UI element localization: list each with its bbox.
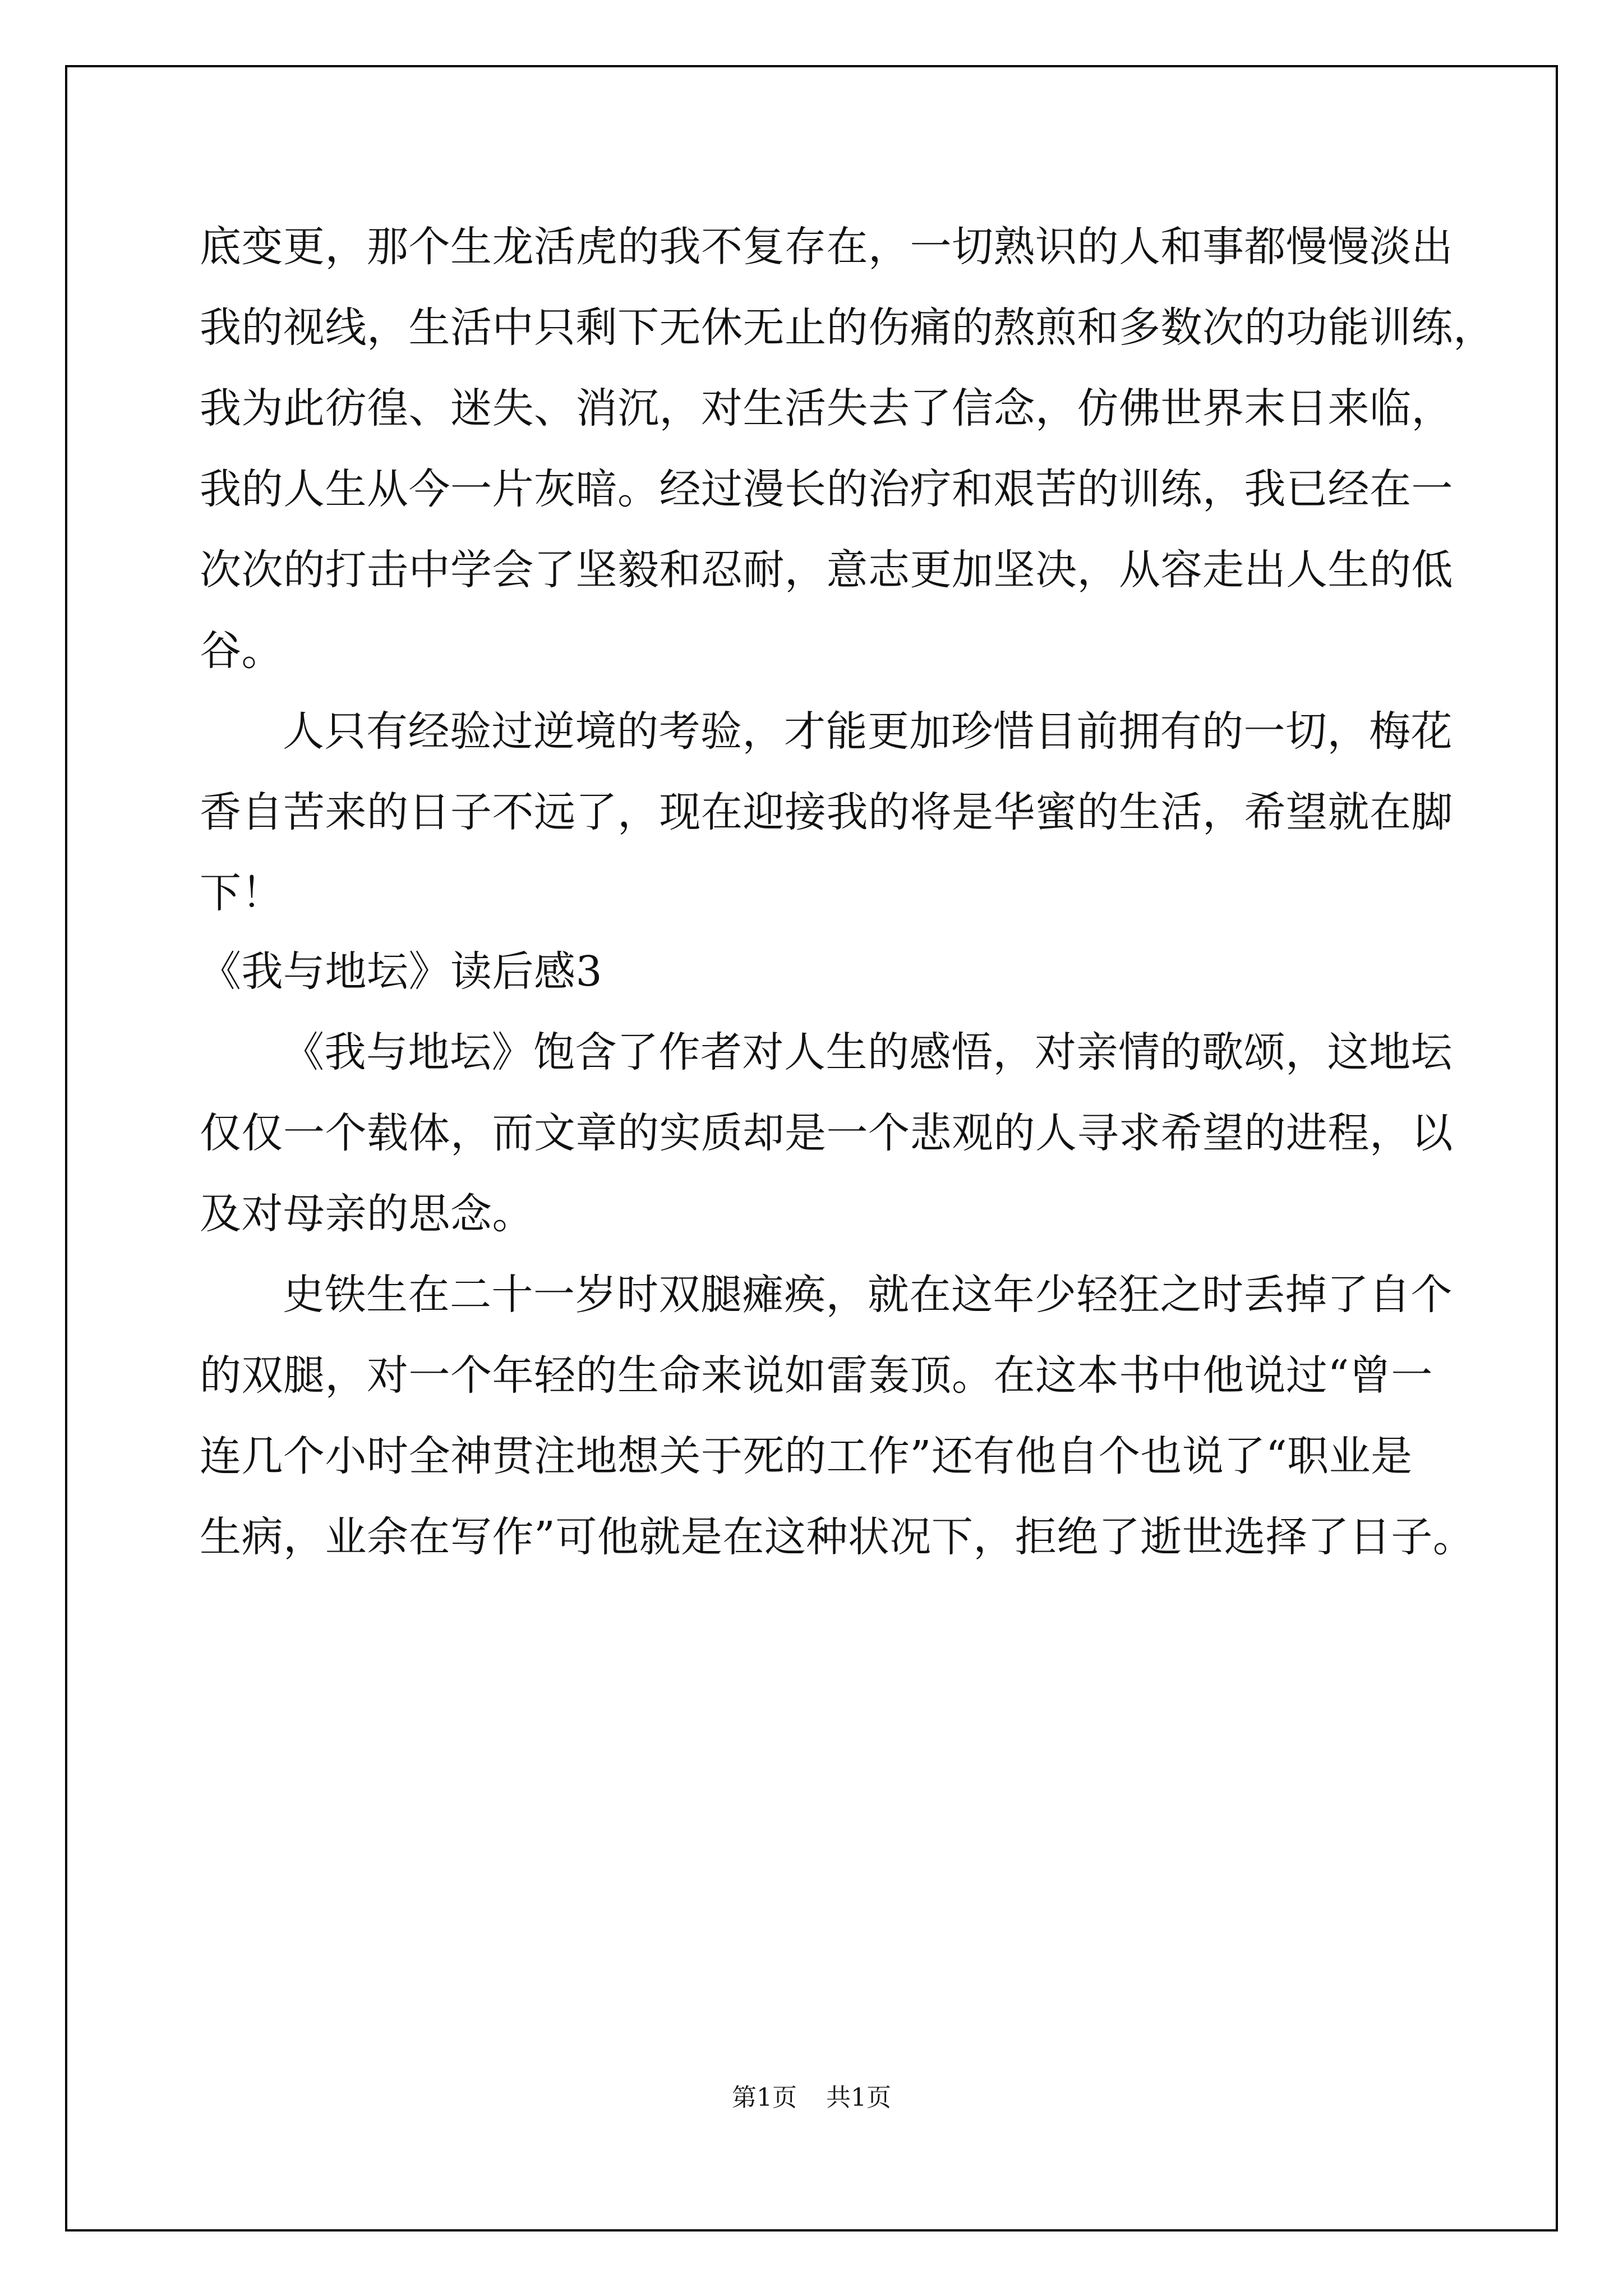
page-footer [0,2082,1623,2114]
body-text-line: 连几个小时全神贯注地想关于死的工作”还有他自个也说了“职业是 [200,1432,1413,1480]
section-heading: 《我与地坛》读后感3 [200,947,603,996]
body-text-line: 史铁生在二十一岁时双腿瘫痪，就在这年少轻狂之时丢掉了自个 [283,1271,1453,1319]
body-text-line: 生病，业余在写作”可他就是在这种状况下，拒绝了逝世选择了日子。 [200,1513,1475,1561]
body-text-line: 谷。 [200,627,283,675]
body-text-line: 仅仅一个载体，而文章的实质却是一个悲观的人寻求希望的进程，以 [200,1109,1453,1157]
body-text-line: 我的视线，生活中只剩下无休无止的伤痛的熬煎和多数次的功能训练， [200,303,1495,352]
body-text-line: 《我与地坛》饱含了作者对人生的感悟，对亲情的歌颂，这地坛 [283,1028,1453,1076]
body-text-line: 我的人生从今一片灰暗。经过漫长的治疗和艰苦的训练，我已经在一 [200,465,1453,513]
body-text-line: 下！ [200,869,283,917]
body-text-line: 我为此彷徨、迷失、消沉，对生活失去了信念，仿佛世界末日来临， [200,384,1453,432]
page-total: 共1页 [826,2083,891,2112]
body-text-line: 人只有经验过逆境的考验，才能更加珍惜目前拥有的一切，梅花 [283,707,1453,756]
body-text-line: 次次的打击中学会了坚毅和忍耐，意志更加坚决，从容走出人生的低 [200,546,1453,594]
page-number: 第1页 [732,2083,797,2112]
body-text-line: 及对母亲的思念。 [200,1190,534,1238]
body-text-line: 的双腿，对一个年轻的生命来说如雷轰顶。在这本书中他说过“曾一 [200,1351,1433,1400]
body-text-line: 香自苦来的日子不远了，现在迎接我的将是华蜜的生活，希望就在脚 [200,788,1453,836]
body-text-line: 底变更，那个生龙活虎的我不复存在，一切熟识的人和事都慢慢淡出 [200,223,1453,271]
